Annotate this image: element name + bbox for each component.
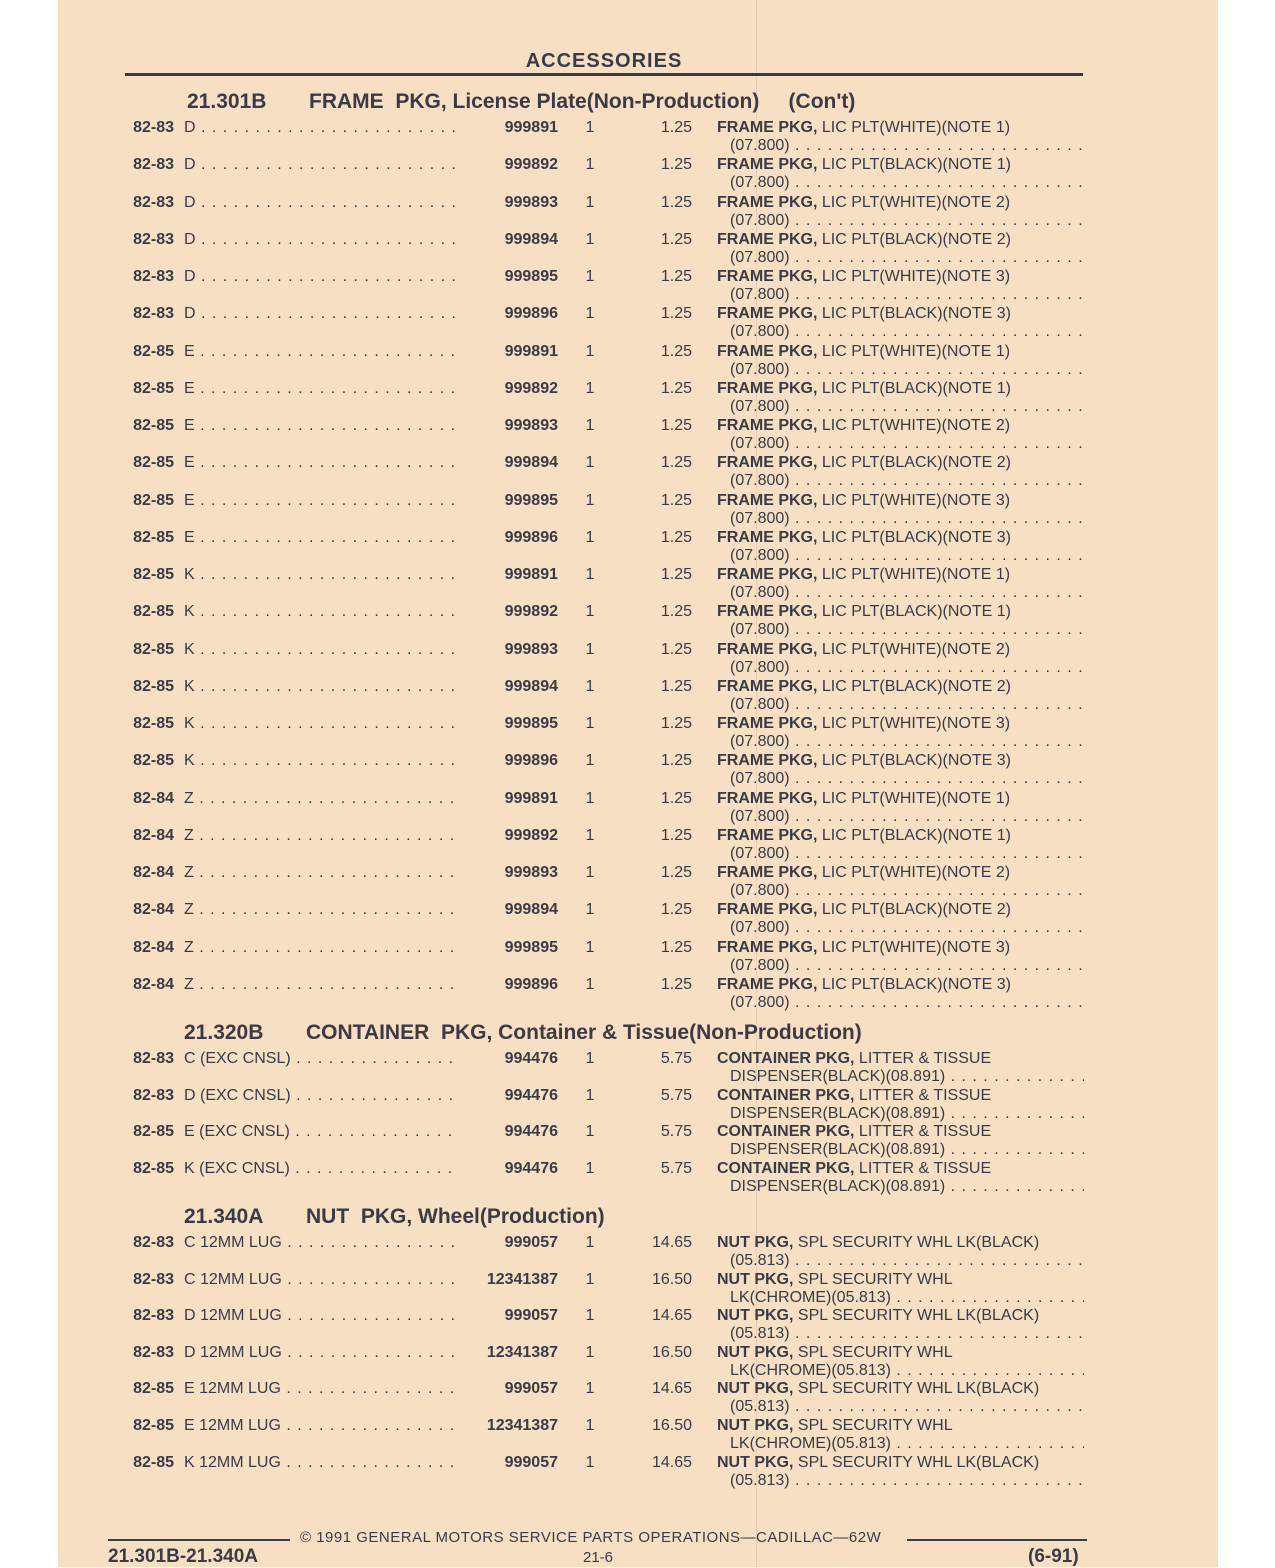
year-cell: 82-84 (133, 864, 174, 881)
price-cell: 5.75 (660, 1086, 692, 1104)
part-number-cell: 999057 (504, 1380, 558, 1398)
section-code: 21.320B (184, 1021, 264, 1044)
model-cell: Z . . . (184, 901, 456, 919)
part-number-cell: 994476 (504, 1086, 558, 1104)
description-cell: FRAME PKG, LIC PLT(WHITE)(NOTE 1) (717, 566, 1011, 583)
part-number-cell: 999896 (504, 305, 558, 323)
part-number-cell: 999891 (504, 119, 558, 136)
description-cell: FRAME PKG, LIC PLT(BLACK)(NOTE 1) (717, 603, 1011, 621)
part-number-cell: 994476 (504, 1159, 558, 1177)
quantity-cell: 1 (585, 864, 595, 881)
footer-copyright: © 1991 GENERAL MOTORS SERVICE PARTS OPERATIONS—CADILLAC—62W (300, 1529, 882, 1546)
quantity-cell: 1 (585, 566, 595, 583)
year-cell: 82-83 (133, 1270, 174, 1288)
description-cell: FRAME PKG, LIC PLT(WHITE)(NOTE 3) (717, 491, 1011, 509)
model-cell: D . . . (184, 305, 456, 323)
section-title (184, 1021, 862, 1045)
description-cell: FRAME PKG, LIC PLT(BLACK)(NOTE 3) (717, 975, 1011, 993)
model-cell: E 12MM LUG . . . (184, 1417, 456, 1435)
description-cell: NUT PKG, SPL SECURITY WHL LK(BLACK) (717, 1380, 1040, 1398)
quantity-cell: 1 (585, 230, 595, 248)
model-cell: D . . . (184, 194, 456, 212)
part-number-cell: 999891 (504, 342, 558, 360)
year-cell: 82-83 (133, 1307, 174, 1325)
description-cell: FRAME PKG, LIC PLT(BLACK)(NOTE 3) (717, 752, 1011, 770)
table-row (0, 1380, 1275, 1417)
year-cell: 82-83 (133, 156, 174, 174)
description-cell: FRAME PKG, LIC PLT(WHITE)(NOTE 1) (717, 789, 1011, 807)
part-number-cell: 999892 (504, 826, 558, 844)
model-cell: C (EXC CNSL) . . . (184, 1050, 456, 1068)
table-row (0, 1344, 1275, 1381)
description-continuation-cell: LK(CHROME)(05.813) . . . (730, 1362, 1084, 1380)
quantity-cell: 1 (585, 938, 595, 956)
description-cell: FRAME PKG, LIC PLT(BLACK)(NOTE 1) (717, 826, 1011, 844)
description-continuation-cell: (07.800) . . . (730, 584, 1084, 602)
part-number-cell: 999896 (504, 975, 558, 993)
part-number-cell: 994476 (504, 1050, 558, 1067)
model-cell: E . . . (184, 529, 456, 547)
quantity-cell: 1 (585, 1380, 595, 1398)
description-continuation-cell: (07.800) . . . (730, 472, 1084, 490)
description-continuation-cell: (07.800) . . . (730, 957, 1084, 975)
price-cell: 14.65 (651, 1307, 692, 1325)
description-continuation-cell: (07.800) . . . (730, 621, 1084, 639)
price-cell: 14.65 (651, 1380, 692, 1398)
model-cell: D . . . (184, 119, 456, 137)
price-cell: 1.25 (660, 491, 692, 509)
description-cell: NUT PKG, SPL SECURITY WHL (717, 1417, 953, 1434)
description-cell: NUT PKG, SPL SECURITY WHL (717, 1343, 953, 1361)
description-continuation-cell: (05.813) . . . (730, 1325, 1084, 1343)
year-cell: 82-85 (133, 603, 174, 621)
quantity-cell: 1 (585, 603, 595, 621)
table-row (0, 566, 1275, 603)
year-cell: 82-85 (133, 1417, 174, 1434)
description-continuation-cell: (05.813) . . . (730, 1398, 1084, 1416)
price-cell: 1.25 (660, 342, 692, 360)
description-cell: NUT PKG, SPL SECURITY WHL LK(BLACK) (717, 1234, 1040, 1251)
section-code: 21.301B (187, 90, 267, 113)
description-cell: FRAME PKG, LIC PLT(WHITE)(NOTE 2) (717, 417, 1011, 434)
quantity-cell: 1 (585, 156, 595, 174)
description-continuation-cell: DISPENSER(BLACK)(08.891) . . . (730, 1141, 1084, 1159)
description-continuation-cell: (07.800) . . . (730, 323, 1084, 341)
price-cell: 1.25 (660, 826, 692, 844)
price-cell: 1.25 (660, 454, 692, 472)
year-cell: 82-83 (133, 1086, 174, 1104)
description-continuation-cell: (07.800) . . . (730, 882, 1084, 900)
part-number-cell: 999894 (504, 454, 558, 472)
table-row (0, 1417, 1275, 1454)
year-cell: 82-84 (133, 789, 174, 807)
model-cell: D . . . (184, 268, 456, 286)
model-cell: K 12MM LUG . . . (184, 1454, 456, 1472)
section-code: 21.340A (184, 1205, 264, 1228)
quantity-cell: 1 (585, 268, 595, 285)
table-row (0, 454, 1275, 491)
model-cell: K . . . (184, 678, 456, 696)
year-cell: 82-85 (133, 342, 174, 360)
part-number-cell: 999895 (504, 491, 558, 509)
description-cell: FRAME PKG, LIC PLT(BLACK)(NOTE 2) (717, 454, 1011, 472)
quantity-cell: 1 (585, 193, 595, 211)
year-cell: 82-84 (133, 975, 174, 993)
year-cell: 82-83 (133, 230, 174, 248)
price-cell: 1.25 (660, 305, 692, 323)
description-cell: CONTAINER PKG, LITTER & TISSUE (717, 1123, 992, 1141)
table-row (0, 194, 1275, 231)
section-title (184, 1205, 605, 1229)
model-cell: K . . . (184, 715, 456, 733)
description-cell: FRAME PKG, LIC PLT(WHITE)(NOTE 3) (717, 938, 1011, 956)
header-rule (125, 73, 1083, 76)
price-cell: 1.25 (660, 603, 692, 621)
year-cell: 82-85 (133, 1380, 174, 1398)
year-cell: 82-83 (133, 268, 174, 285)
table-row (0, 1087, 1275, 1124)
footer-page-number: 21-6 (583, 1549, 614, 1566)
description-continuation-cell: (07.800) . . . (730, 249, 1084, 267)
quantity-cell: 1 (585, 454, 595, 472)
table-row (0, 1307, 1275, 1344)
table-row (0, 678, 1275, 715)
year-cell: 82-83 (133, 1343, 174, 1361)
quantity-cell: 1 (585, 491, 595, 509)
table-row (0, 901, 1275, 938)
section-name: NUT PKG, Wheel(Production) (306, 1205, 605, 1228)
model-cell: Z . . . (184, 939, 456, 957)
year-cell: 82-83 (133, 119, 174, 136)
quantity-cell: 1 (585, 342, 595, 360)
year-cell: 82-85 (133, 640, 174, 658)
quantity-cell: 1 (585, 1270, 595, 1288)
table-row (0, 492, 1275, 529)
quantity-cell: 1 (585, 789, 595, 807)
model-cell: E . . . (184, 454, 456, 472)
description-cell: FRAME PKG, LIC PLT(BLACK)(NOTE 1) (717, 156, 1011, 174)
description-continuation-cell: (07.800) . . . (730, 547, 1084, 565)
price-cell: 1.25 (660, 677, 692, 695)
year-cell: 82-83 (133, 1234, 174, 1251)
model-cell: Z . . . (184, 864, 456, 882)
description-cell: FRAME PKG, LIC PLT(WHITE)(NOTE 2) (717, 640, 1011, 658)
part-number-cell: 999896 (504, 752, 558, 770)
part-number-cell: 999892 (504, 603, 558, 621)
description-cell: CONTAINER PKG, LITTER & TISSUE (717, 1050, 992, 1067)
quantity-cell: 1 (585, 1343, 595, 1361)
table-row (0, 343, 1275, 380)
description-cell: FRAME PKG, LIC PLT(BLACK)(NOTE 3) (717, 305, 1011, 323)
year-cell: 82-85 (133, 1453, 174, 1471)
description-cell: FRAME PKG, LIC PLT(BLACK)(NOTE 2) (717, 677, 1011, 695)
description-continuation-cell: (05.813) . . . (730, 1252, 1084, 1270)
price-cell: 16.50 (651, 1343, 692, 1361)
part-number-cell: 999894 (504, 677, 558, 695)
price-cell: 5.75 (660, 1050, 692, 1067)
part-number-cell: 999896 (504, 528, 558, 546)
year-cell: 82-84 (133, 938, 174, 956)
quantity-cell: 1 (585, 975, 595, 993)
price-cell: 1.25 (660, 864, 692, 881)
table-row (0, 156, 1275, 193)
model-cell: E . . . (184, 380, 456, 398)
description-continuation-cell: (07.800) . . . (730, 919, 1084, 937)
description-continuation-cell: (07.800) . . . (730, 994, 1084, 1012)
model-cell: D 12MM LUG . . . (184, 1344, 456, 1362)
quantity-cell: 1 (585, 1453, 595, 1471)
table-row (0, 1234, 1275, 1271)
quantity-cell: 1 (585, 901, 595, 919)
price-cell: 1.25 (660, 230, 692, 248)
price-cell: 1.25 (660, 938, 692, 956)
part-number-cell: 999892 (504, 379, 558, 397)
quantity-cell: 1 (585, 1123, 595, 1141)
model-cell: K . . . (184, 603, 456, 621)
table-row (0, 231, 1275, 268)
section-name: CONTAINER PKG, Container & Tissue(Non-Production) (306, 1021, 862, 1044)
table-row (0, 864, 1275, 901)
model-cell: D 12MM LUG . . . (184, 1307, 456, 1325)
description-continuation-cell: LK(CHROME)(05.813) . . . (730, 1435, 1084, 1453)
description-cell: FRAME PKG, LIC PLT(BLACK)(NOTE 2) (717, 901, 1011, 919)
table-row (0, 1271, 1275, 1308)
description-continuation-cell: DISPENSER(BLACK)(08.891) . . . (730, 1068, 1084, 1086)
price-cell: 1.25 (660, 528, 692, 546)
quantity-cell: 1 (585, 1307, 595, 1325)
quantity-cell: 1 (585, 417, 595, 434)
model-cell: E (EXC CNSL) . . . (184, 1123, 456, 1141)
price-cell: 1.25 (660, 975, 692, 993)
part-number-cell: 12341387 (486, 1270, 558, 1288)
year-cell: 82-85 (133, 379, 174, 397)
table-row (0, 939, 1275, 976)
description-cell: FRAME PKG, LIC PLT(BLACK)(NOTE 1) (717, 379, 1011, 397)
model-cell: D . . . (184, 156, 456, 174)
quantity-cell: 1 (585, 528, 595, 546)
page-header: ACCESSORIES (525, 50, 683, 72)
footer-rule-left (108, 1539, 290, 1541)
model-cell: E . . . (184, 492, 456, 510)
table-row (0, 119, 1275, 156)
table-row (0, 641, 1275, 678)
part-number-cell: 999057 (504, 1307, 558, 1325)
year-cell: 82-83 (133, 193, 174, 211)
price-cell: 1.25 (660, 752, 692, 770)
quantity-cell: 1 (585, 1159, 595, 1177)
part-number-cell: 999895 (504, 715, 558, 732)
table-row (0, 603, 1275, 640)
description-continuation-cell: (07.800) . . . (730, 137, 1084, 155)
quantity-cell: 1 (585, 1234, 595, 1251)
year-cell: 82-85 (133, 566, 174, 583)
part-number-cell: 999891 (504, 789, 558, 807)
price-cell: 5.75 (660, 1159, 692, 1177)
year-cell: 82-83 (133, 305, 174, 323)
part-number-cell: 12341387 (486, 1417, 558, 1434)
quantity-cell: 1 (585, 677, 595, 695)
table-row (0, 790, 1275, 827)
description-continuation-cell: (07.800) . . . (730, 696, 1084, 714)
description-continuation-cell: (07.800) . . . (730, 286, 1084, 304)
part-number-cell: 999891 (504, 566, 558, 583)
part-number-cell: 999893 (504, 864, 558, 881)
year-cell: 82-83 (133, 1050, 174, 1067)
model-cell: K (EXC CNSL) . . . (184, 1160, 456, 1178)
table-row (0, 976, 1275, 1013)
description-continuation-cell: (07.800) . . . (730, 212, 1084, 230)
section-name: FRAME PKG, License Plate(Non-Production) (Con't) (309, 90, 856, 113)
footer-date: (6-91) (1028, 1546, 1079, 1567)
price-cell: 1.25 (660, 566, 692, 583)
year-cell: 82-85 (133, 1123, 174, 1141)
part-number-cell: 999893 (504, 193, 558, 211)
year-cell: 82-85 (133, 715, 174, 732)
part-number-cell: 999894 (504, 901, 558, 919)
table-row (0, 715, 1275, 752)
model-cell: D . . . (184, 231, 456, 249)
year-cell: 82-84 (133, 826, 174, 844)
description-continuation-cell: (07.800) . . . (730, 510, 1084, 528)
description-continuation-cell: (07.800) . . . (730, 361, 1084, 379)
model-cell: K . . . (184, 566, 456, 584)
part-number-cell: 999892 (504, 156, 558, 174)
price-cell: 1.25 (660, 119, 692, 136)
year-cell: 82-85 (133, 454, 174, 472)
part-number-cell: 999057 (504, 1234, 558, 1251)
quantity-cell: 1 (585, 1050, 595, 1067)
description-continuation-cell: (07.800) . . . (730, 659, 1084, 677)
quantity-cell: 1 (585, 305, 595, 323)
quantity-cell: 1 (585, 640, 595, 658)
description-continuation-cell: (05.813) . . . (730, 1472, 1084, 1490)
model-cell: K . . . (184, 752, 456, 770)
price-cell: 1.25 (660, 715, 692, 732)
model-cell: C 12MM LUG . . . (184, 1234, 456, 1252)
model-cell: E 12MM LUG . . . (184, 1380, 456, 1398)
description-continuation-cell: (07.800) . . . (730, 770, 1084, 788)
quantity-cell: 1 (585, 826, 595, 844)
year-cell: 82-84 (133, 901, 174, 919)
description-cell: CONTAINER PKG, LITTER & TISSUE (717, 1086, 992, 1104)
model-cell: Z . . . (184, 790, 456, 808)
table-row (0, 752, 1275, 789)
table-row (0, 827, 1275, 864)
model-cell: Z . . . (184, 827, 456, 845)
table-row (0, 1454, 1275, 1491)
part-number-cell: 999057 (504, 1453, 558, 1471)
part-number-cell: 994476 (504, 1123, 558, 1141)
model-cell: K . . . (184, 641, 456, 659)
price-cell: 1.25 (660, 640, 692, 658)
quantity-cell: 1 (585, 119, 595, 136)
quantity-cell: 1 (585, 379, 595, 397)
price-cell: 5.75 (660, 1123, 692, 1141)
table-row (0, 1160, 1275, 1197)
description-cell: FRAME PKG, LIC PLT(WHITE)(NOTE 1) (717, 119, 1011, 136)
description-cell: FRAME PKG, LIC PLT(BLACK)(NOTE 2) (717, 230, 1011, 248)
year-cell: 82-85 (133, 752, 174, 770)
year-cell: 82-85 (133, 528, 174, 546)
part-number-cell: 12341387 (486, 1343, 558, 1361)
description-continuation-cell: LK(CHROME)(05.813) . . . (730, 1289, 1084, 1307)
description-cell: FRAME PKG, LIC PLT(WHITE)(NOTE 2) (717, 193, 1011, 211)
model-cell: E . . . (184, 417, 456, 435)
table-row (0, 305, 1275, 342)
part-number-cell: 999895 (504, 268, 558, 285)
price-cell: 14.65 (651, 1234, 692, 1251)
quantity-cell: 1 (585, 1086, 595, 1104)
year-cell: 82-85 (133, 1159, 174, 1177)
table-row (0, 529, 1275, 566)
table-row (0, 417, 1275, 454)
description-cell: NUT PKG, SPL SECURITY WHL (717, 1270, 953, 1288)
section-title (187, 90, 855, 114)
description-cell: NUT PKG, SPL SECURITY WHL LK(BLACK) (717, 1307, 1040, 1325)
price-cell: 1.25 (660, 268, 692, 285)
price-cell: 1.25 (660, 193, 692, 211)
model-cell: C 12MM LUG . . . (184, 1271, 456, 1289)
description-continuation-cell: DISPENSER(BLACK)(08.891) . . . (730, 1105, 1084, 1123)
model-cell: Z . . . (184, 976, 456, 994)
description-cell: CONTAINER PKG, LITTER & TISSUE (717, 1159, 992, 1177)
quantity-cell: 1 (585, 715, 595, 732)
price-cell: 1.25 (660, 417, 692, 434)
description-cell: FRAME PKG, LIC PLT(WHITE)(NOTE 1) (717, 342, 1011, 360)
description-continuation-cell: (07.800) . . . (730, 808, 1084, 826)
year-cell: 82-85 (133, 417, 174, 434)
footer-section-range: 21.301B-21.340A (108, 1546, 258, 1567)
description-cell: NUT PKG, SPL SECURITY WHL LK(BLACK) (717, 1453, 1040, 1471)
part-number-cell: 999894 (504, 230, 558, 248)
price-cell: 16.50 (651, 1270, 692, 1288)
description-cell: FRAME PKG, LIC PLT(BLACK)(NOTE 3) (717, 528, 1011, 546)
part-number-cell: 999895 (504, 938, 558, 956)
table-row (0, 380, 1275, 417)
description-continuation-cell: DISPENSER(BLACK)(08.891) . . . (730, 1178, 1084, 1196)
description-continuation-cell: (07.800) . . . (730, 733, 1084, 751)
description-cell: FRAME PKG, LIC PLT(WHITE)(NOTE 2) (717, 864, 1011, 881)
part-number-cell: 999893 (504, 417, 558, 434)
model-cell: D (EXC CNSL) . . . (184, 1087, 456, 1105)
quantity-cell: 1 (585, 1417, 595, 1434)
price-cell: 1.25 (660, 901, 692, 919)
table-row (0, 1123, 1275, 1160)
price-cell: 1.25 (660, 789, 692, 807)
description-continuation-cell: (07.800) . . . (730, 845, 1084, 863)
table-row (0, 1050, 1275, 1087)
table-row (0, 268, 1275, 305)
model-cell: E . . . (184, 343, 456, 361)
description-continuation-cell: (07.800) . . . (730, 398, 1084, 416)
price-cell: 14.65 (651, 1453, 692, 1471)
description-continuation-cell: (07.800) . . . (730, 174, 1084, 192)
quantity-cell: 1 (585, 752, 595, 770)
description-cell: FRAME PKG, LIC PLT(WHITE)(NOTE 3) (717, 715, 1011, 732)
description-cell: FRAME PKG, LIC PLT(WHITE)(NOTE 3) (717, 268, 1011, 285)
footer-rule-right (907, 1539, 1087, 1541)
price-cell: 1.25 (660, 379, 692, 397)
description-continuation-cell: (07.800) . . . (730, 435, 1084, 453)
year-cell: 82-85 (133, 677, 174, 695)
price-cell: 16.50 (651, 1417, 692, 1434)
year-cell: 82-85 (133, 491, 174, 509)
price-cell: 1.25 (660, 156, 692, 174)
part-number-cell: 999893 (504, 640, 558, 658)
